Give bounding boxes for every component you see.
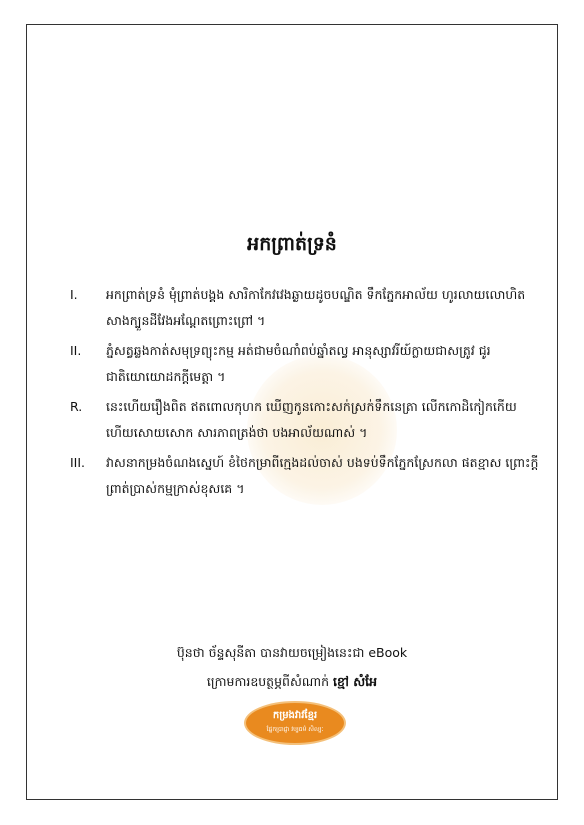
verse-text: វាសនាកម្រងចំណងស្នេហ៍ ខំថៃកម្រាពីក្មេងដល់ចាស់ បងទប់ទឹកភ្នែកស្រែកលា ផតខ្មាស ព្រោះក្ដីព្រាត់ប្រាស់កម្មក្រាស់ខុសគេ ។ <box>106 455 539 496</box>
verse-text: នេះហើយរឿងពិត ឥតពោលកុហក ឃើញកូនកោះសក់ស្រក់ទឹកនេត្រា លើកកោដិកៀកកើយហើយសោយសោក សារភាពត្រង់ថា បងអាល័យណាស់ ។ <box>106 399 517 440</box>
credit-typist: ប៊ុនថា ច័ន្ទសុនីតា បានវាយចម្រៀងនេះជា eBook <box>176 645 408 660</box>
publisher-logo <box>244 701 346 745</box>
credit-sponsor-name: ខ្មៅ សំអែ <box>333 674 378 689</box>
verse-list <box>70 282 550 506</box>
verse-text: អកព្រាត់ទ្រនំ មុំព្រាត់បង្គង សារិកាកែវវេងឆ្ងាយដូចបណ្ឌិត ទឹកភ្នែកអាល័យ ហូរលាយលោហិត សាងក្បួនដីវែងអណ្ដែតព្រោះព្រៅ ។ <box>106 287 526 328</box>
credit-sponsor-prefix: ក្រោមការឧបត្ថម្ភពីសំណាក់ <box>206 674 330 689</box>
verse-item <box>70 282 550 334</box>
verse-text: ភ្នំសត្វឆ្លងកាត់សមុទ្រព្យុះកម្ម អត់ជាមចំណាំពប់ឆ្នាំតល្វ អានុស្សាវរីយ៍ក្លាយជាសត្រូវ ជូរជាតិយោយោដកក្ដីមេត្តា ។ <box>106 343 491 384</box>
credit-sponsor <box>0 674 584 693</box>
logo-title: កម្រងវាវខ្មែរ <box>272 710 318 721</box>
verse-number: I. <box>70 287 78 302</box>
verse-item <box>70 394 550 446</box>
verse-item <box>70 450 550 502</box>
verse-number: III. <box>70 455 86 470</box>
verse-number: II. <box>70 343 82 358</box>
verse-number: R. <box>70 399 83 414</box>
logo-subtitle: ផ្នែកប្រាជ្ញា វប្បធម៌ សិល្បៈ <box>266 726 324 733</box>
song-title: អកព្រាត់ទ្រនំ <box>247 233 337 255</box>
verse-item <box>70 338 550 390</box>
